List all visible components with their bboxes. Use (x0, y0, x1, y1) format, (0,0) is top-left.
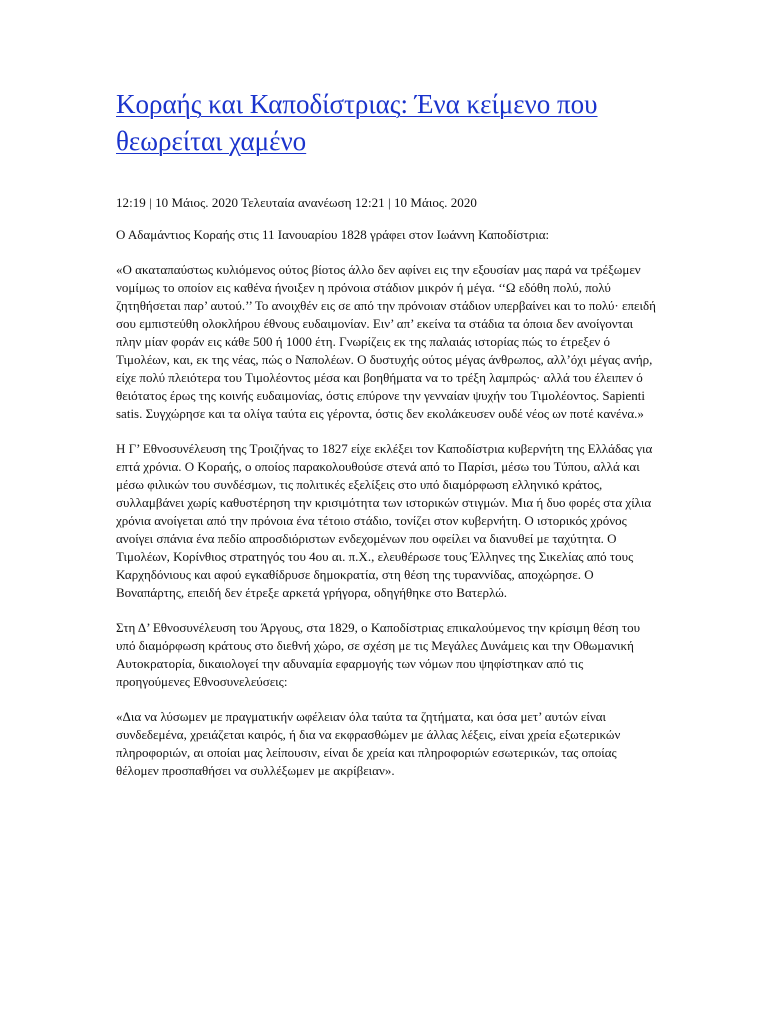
article-paragraph-2: Η Γ’ Εθνοσυνέλευση της Τροιζήνας το 1827 είχε εκλέξει τον Καποδίστρια κυβερνήτη της Ελλάδας για επτά χρόνια. Ο Κοραής, ο οποίος παρακολουθούσε στενά από το Παρίσι, μέσω του Τύπου, αλλά και μέσω φιλικών του συνδέσμων, τις πολιτικές εξελίξεις στο υπό διαμόρφωση ελληνικό κράτος, συλλαμβάνει χωρίς καθυστέρηση την κρισιμότητα των ιστορικών στιγμών. Μια ή δυο φορές στα χίλια χρόνια ανοίγεται από την πρόνοια ένα τέτοιο στάδιο, τονίζει στον κυβερνήτη. Ο ιστορικός χρόνος ανοίγει σπάνια ένα πεδίο απροσδιόριστων ενδεχομένων που οφείλει να διανυθεί με ταχύτητα. Ο Τιμολέων, Κορίνθιος στρατηγός του 4ου αι. π.Χ., ελευθέρωσε τους Έλληνες της Σικελίας από τους Καρχηδόνιους και αφού εγκαθίδρυσε δημοκρατία, στη θέση της τυραννίδας, αποχώρησε. Ο Βοναπάρτης, επειδή δεν έτρεξε αρκετά γρήγορα, οδηγήθηκε στο Βατερλώ. (116, 441, 653, 600)
article-timestamp: 12:19 | 10 Μάιος. 2020 Τελευταία ανανέωση 12:21 | 10 Μάιος. 2020 (116, 195, 477, 210)
article-paragraph-3: Στη Δ’ Εθνοσυνέλευση του Άργους, στα 1829, ο Καποδίστριας επικαλούμενος την κρίσιμη θέση του υπό διαμόρφωση κράτους στο διεθνή χώρο, σε σχέση με τις Μεγάλες Δυνάμεις και την Οθωμανική Αυτοκρατορία, δικαιολογεί την αδυναμία εφαρμογής των νόμων που ψηφίστηκαν από τις προηγούμενες Εθνοσυνελεύσεις: (116, 620, 641, 689)
article-paragraph-1: «Ο ακαταπαύστως κυλιόμενος ούτος βίοτος άλλο δεν αφίνει εις την εξουσίαν μας παρά να τρέξωμεν νομίμως το οποίον εις καθένα ήνοιξεν η πρόνοια στάδιον μικρόν ή μέγα. ‘‘Ω εδόθη πολύ, πολύ ζητηθήσεται παρ’ αυτού.’’ Το ανοιχθέν εις σε από την πρόνοιαν στάδιον υπερβαίνει και το πολύ· επειδή σου εμπιστεύθη ολοκλήρου έθνους ευδαιμονίαν. Ειν’ απ’ εκείνα τα στάδια τα όποια δεν ανοίγονται πλην μίαν φοράν εις κάθε 500 ή 1000 έτη. Γνωρίζεις εκ της παλαιάς ιστορίας πώς το έτρεξεν ό Τιμολέων, και, εκ της νέας, πώς ο Ναπολέων. Ο δυστυχής ούτος μέγας άνθρωπος, αλλ’όχι μέγας ανήρ, είχε πολύ πλειότερα του Τιμολέοντος μέσα και βοηθήματα να το τρέξη λαμπρώς· αλλά του έλειπεν ό θειότατος έρως της κοινής ευδαιμονίας, όστις επύρονε την γενναίαν ψυχήν του Τιμολέοντος. Sapienti satis. Συγχώρησε και τα ολίγα ταύτα εις γέροντα, όστις δεν εκολάκευσεν ουδέ νέος ων ποτέ κανένα.» (116, 262, 656, 421)
article-paragraph-4: «Δια να λύσωμεν με πραγματικήν ωφέλειαν όλα ταύτα τα ζητήματα, και όσα μετ’ αυτών είναι συνδεδεμένα, χρειάζεται καιρός, ή δια να εκφρασθώμεν με άλλας λέξεις, είναι χρεία εξωτερικών πληροφοριών, αι οποίαι μας λείπουσιν, είναι δε χρεία και πληροφοριών εσωτερικών, τας οποίας θέλομεν προσπαθήσει να συλλέξωμεν με ακρίβειαν». (116, 709, 621, 778)
article (116, 86, 656, 780)
article-intro: Ο Αδαμάντιος Κοραής στις 11 Ιανουαρίου 1828 γράφει στον Ιωάννη Καποδίστρια: (116, 227, 550, 242)
article-title-link[interactable]: Κοραής και Καποδίστριας: Ένα κείμενο που θεωρείται χαμένο (116, 89, 598, 156)
